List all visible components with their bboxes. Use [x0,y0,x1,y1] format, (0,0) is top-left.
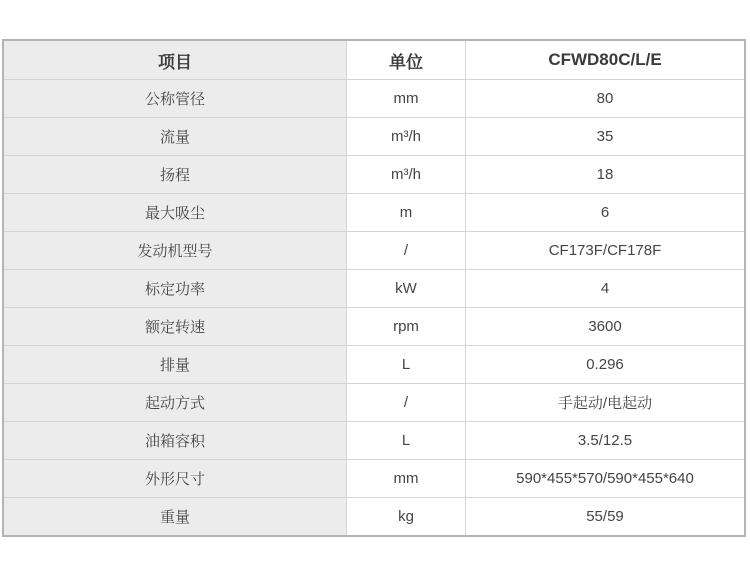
row-item-label: 排量 [3,346,347,384]
table-row [3,80,745,118]
table-row [3,270,745,308]
row-value: 0.296 [466,346,746,384]
row-unit: m [347,194,466,232]
table-row [3,346,745,384]
row-value: 3.5/12.5 [466,422,746,460]
header-model: CFWD80C/L/E [466,40,746,80]
row-item-label: 公称管径 [3,80,347,118]
row-unit: L [347,422,466,460]
row-value: 手起动/电起动 [466,384,746,422]
row-value: 80 [466,80,746,118]
row-value: CF173F/CF178F [466,232,746,270]
row-item-label: 扬程 [3,156,347,194]
row-item-label: 发动机型号 [3,232,347,270]
row-item-label: 标定功率 [3,270,347,308]
spec-table [2,39,746,537]
row-unit: rpm [347,308,466,346]
row-item-label: 流量 [3,118,347,156]
row-item-label: 最大吸尘 [3,194,347,232]
spec-table-body [3,80,745,537]
row-item-label: 起动方式 [3,384,347,422]
row-unit: L [347,346,466,384]
row-item-label: 额定转速 [3,308,347,346]
header-unit: 单位 [347,40,466,80]
row-item-label: 外形尺寸 [3,460,347,498]
row-unit: m³/h [347,156,466,194]
header-row [3,40,745,80]
row-unit: mm [347,460,466,498]
row-item-label: 油箱容积 [3,422,347,460]
spec-table-head [3,40,745,80]
row-value: 18 [466,156,746,194]
row-value: 6 [466,194,746,232]
row-unit: mm [347,80,466,118]
row-unit: / [347,232,466,270]
table-row [3,194,745,232]
table-row [3,460,745,498]
row-item-label: 重量 [3,498,347,537]
row-value: 4 [466,270,746,308]
table-row [3,232,745,270]
row-unit: kg [347,498,466,537]
table-row [3,308,745,346]
row-value: 590*455*570/590*455*640 [466,460,746,498]
table-row [3,498,745,537]
row-value: 55/59 [466,498,746,537]
row-value: 35 [466,118,746,156]
table-row [3,384,745,422]
header-item: 项目 [3,40,347,80]
table-row [3,422,745,460]
row-unit: / [347,384,466,422]
row-unit: m³/h [347,118,466,156]
table-row [3,118,745,156]
row-unit: kW [347,270,466,308]
row-value: 3600 [466,308,746,346]
table-row [3,156,745,194]
